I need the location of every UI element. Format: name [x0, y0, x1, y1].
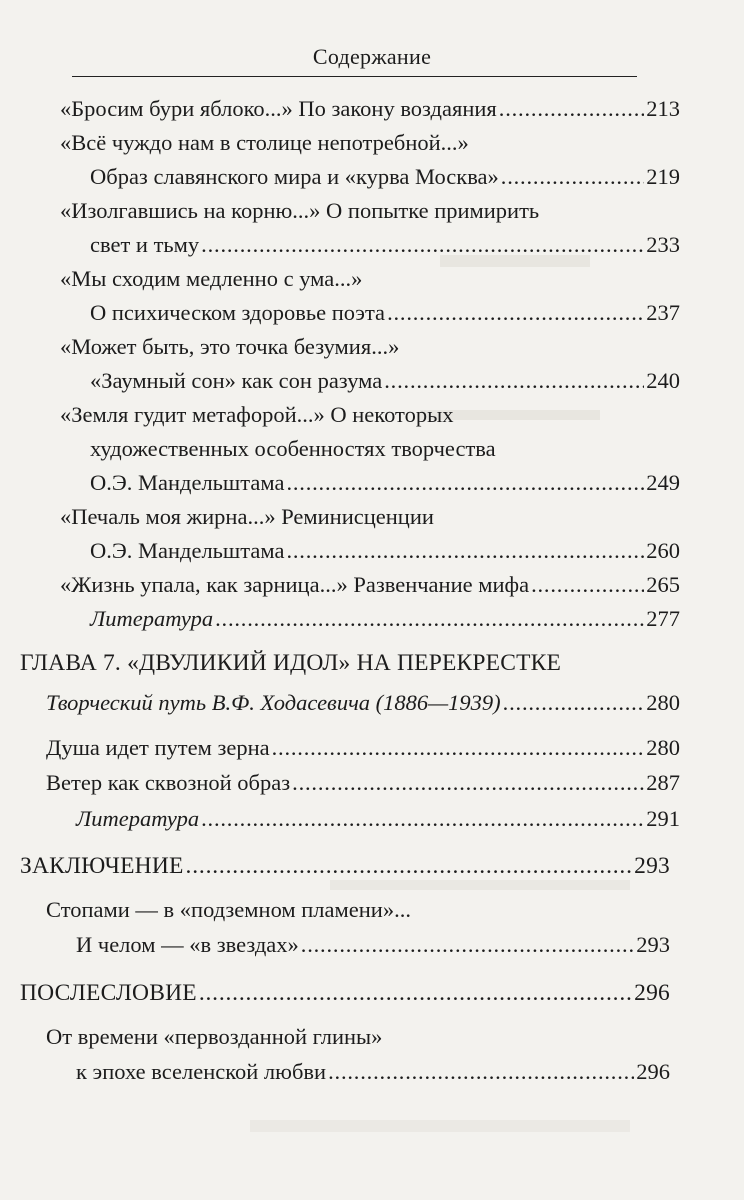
toc-entry: [60, 504, 680, 538]
toc-entry-page: 240: [646, 368, 680, 393]
toc-leader-dots: [201, 232, 644, 258]
toc-entry-page: 237: [646, 300, 680, 325]
toc-entry-page: 293: [636, 932, 670, 957]
toc-entry: [76, 932, 670, 966]
toc-entry: [46, 735, 680, 769]
toc-entry-title: О психическом здоровье поэта: [90, 300, 386, 325]
toc-leader-dots: [328, 1059, 634, 1085]
toc-entry-page: 277: [646, 606, 680, 631]
toc-entry: [76, 1059, 670, 1093]
toc-entry: [60, 334, 680, 368]
header-rule: [72, 76, 637, 77]
toc-entry: [90, 300, 680, 334]
toc-entry-title: «Жизнь упала, как зарница...» Развенчание мифа: [60, 572, 530, 597]
toc-entry: [90, 470, 680, 504]
toc-entry-title: художественных особенностях творчества: [90, 436, 496, 461]
toc-entry: [60, 572, 680, 606]
toc-entry-title: Литература: [76, 806, 200, 831]
toc-entry-page: 291: [646, 806, 680, 831]
toc-leader-dots: [501, 164, 644, 190]
toc-entry-title: «Может быть, это точка безумия...»: [60, 334, 400, 359]
toc-entry-title: «Заумный сон» как сон разума: [90, 368, 383, 393]
toc-leader-dots: [199, 980, 632, 1007]
toc-entry: [60, 198, 680, 232]
toc-entry-page: 249: [646, 470, 680, 495]
toc-entry-page: 260: [646, 538, 680, 563]
toc-entry-title: Душа идет путем зерна: [46, 735, 270, 760]
section-heading: [20, 980, 670, 1014]
toc-entry-title: О.Э. Мандельштама: [90, 470, 285, 495]
toc-entry-title: «Бросим бури яблоко...» По закону воздаяния: [60, 96, 497, 121]
section-heading: [20, 853, 670, 887]
toc-entry: [60, 96, 680, 130]
toc-leader-dots: [201, 806, 644, 832]
toc-leader-dots: [286, 538, 644, 564]
toc-entry: [60, 402, 680, 436]
toc-leader-dots: [499, 96, 644, 122]
toc-entry-page: 287: [646, 770, 680, 795]
chapter-heading: [20, 650, 680, 684]
toc-leader-dots: [215, 606, 644, 632]
bleed-through: [250, 1120, 630, 1132]
toc-entry-title: ЗАКЛЮЧЕНИЕ: [20, 853, 184, 879]
toc-entry-title: Образ славянского мира и «курва Москва»: [90, 164, 499, 189]
toc-leader-dots: [286, 470, 644, 496]
toc-leader-dots: [503, 690, 645, 716]
toc-leader-dots: [292, 770, 644, 796]
toc-entry: [90, 368, 680, 402]
toc-leader-dots: [301, 932, 634, 958]
toc-entry: [46, 770, 680, 804]
toc-entry-title: ПОСЛЕСЛОВИЕ: [20, 980, 197, 1006]
toc-entry-title: «Всё чуждо нам в столице непотребной...»: [60, 130, 469, 155]
toc-leader-dots: [384, 368, 644, 394]
toc-entry-page: 219: [646, 164, 680, 189]
toc-entry: [60, 266, 680, 300]
toc-entry-title: к эпохе вселенской любви: [76, 1059, 327, 1084]
toc-entry: [90, 538, 680, 572]
toc-entry-title: О.Э. Мандельштама: [90, 538, 285, 563]
toc-entry: [46, 897, 680, 931]
toc-entry-page: 280: [646, 690, 680, 715]
toc-entry-page: 293: [634, 853, 670, 879]
toc-entry-page: 213: [646, 96, 680, 121]
toc-entry: [46, 690, 680, 724]
toc-entry: [60, 130, 680, 164]
toc-leader-dots: [531, 572, 644, 598]
toc-entry-title: И челом — «в звездах»: [76, 932, 299, 957]
toc-leader-dots: [387, 300, 644, 326]
toc-leader-dots: [186, 853, 633, 880]
running-header: Содержание: [312, 44, 432, 69]
toc-entry: [90, 232, 680, 266]
toc-entry-title: «Изолгавшись на корню...» О попытке примирить: [60, 198, 540, 223]
toc-entry-page: 296: [636, 1059, 670, 1084]
toc-entry: [90, 436, 680, 470]
toc-entry-page: 233: [646, 232, 680, 257]
toc-entry: [90, 164, 680, 198]
toc-entry-page: 296: [634, 980, 670, 1006]
toc-entry: [90, 606, 680, 640]
toc-leader-dots: [272, 735, 645, 761]
toc-entry-page: 280: [646, 735, 680, 760]
toc-entry-title: Ветер как сквозной образ: [46, 770, 291, 795]
toc-entry-title: «Земля гудит метафорой...» О некоторых: [60, 402, 454, 427]
toc-entry-page: 265: [646, 572, 680, 597]
toc-entry-title: «Мы сходим медленно с ума...»: [60, 266, 363, 291]
toc-entry: [46, 1024, 680, 1058]
toc-entry-title: Литература: [90, 606, 214, 631]
toc-entry-title: Стопами — в «подземном пламени»...: [46, 897, 411, 922]
toc-entry-title: свет и тьму: [90, 232, 200, 257]
chapter-heading-title: ГЛАВА 7. «ДВУЛИКИЙ ИДОЛ» НА ПЕРЕКРЕСТКЕ: [20, 650, 562, 676]
toc-entry-title: Творческий путь В.Ф. Ходасевича (1886—1939): [46, 690, 501, 715]
toc-entry-title: «Печаль моя жирна...» Реминисценции: [60, 504, 434, 529]
toc-entry: [76, 806, 680, 840]
toc-entry-title: От времени «первозданной глины»: [46, 1024, 383, 1049]
